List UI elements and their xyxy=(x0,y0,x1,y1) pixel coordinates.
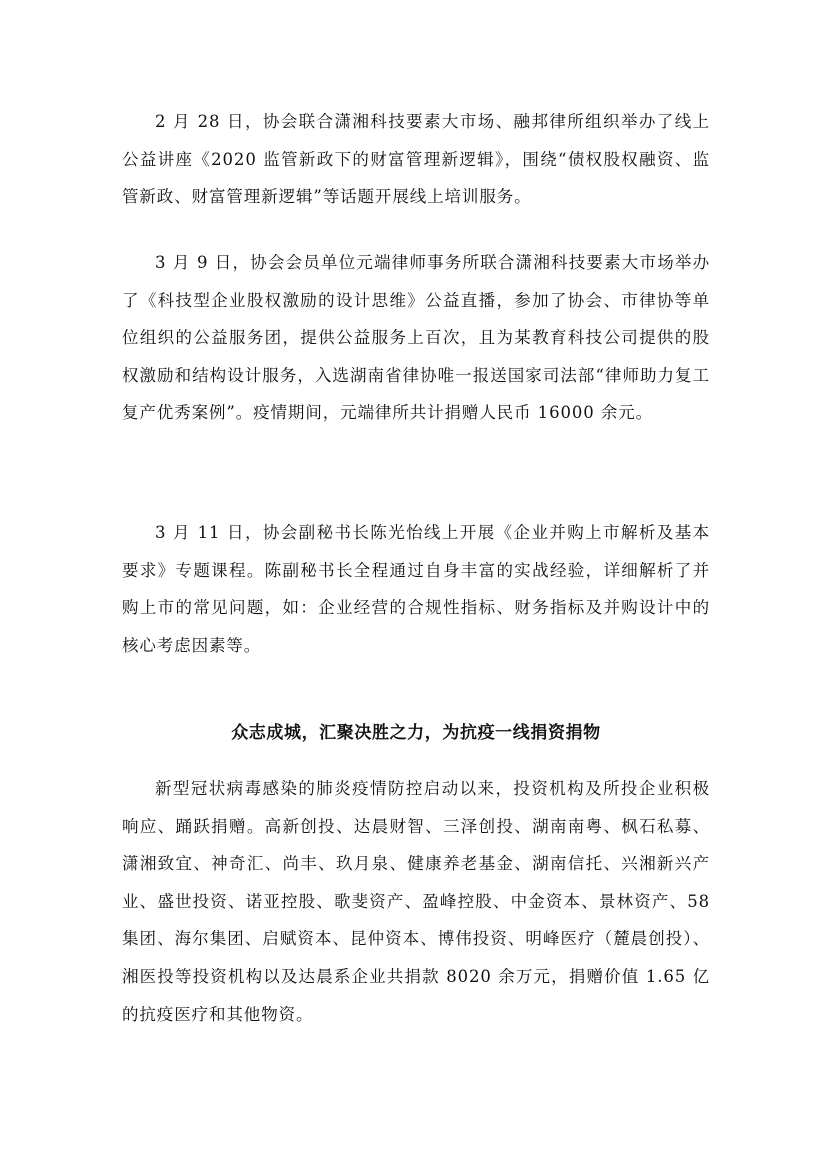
section-heading: 众志成城，汇聚决胜之力，为抗疫一线捐资捐物 xyxy=(231,723,601,743)
paragraph-mar-9-livestream: 3 月 9 日，协会会员单位元端律师事务所联合潇湘科技要素大市场举办了《科技型企业股权激励的设计思维》公益直播，参加了协会、市律协等单位组织的公益服务团，提供公益服务上百次，且为某教育科技公司提供的股权激励和结构设计服务，入选湖南省律协唯一报送国家司法部“律师助力复工复产优秀案例”。疫情期间，元端律所共计捐赠人民币 16000 余元。 xyxy=(122,253,710,423)
paragraph-feb-28-lecture: 2 月 28 日，协会联合潇湘科技要素大市场、融邦律所组织举办了线上公益讲座《2020 监管新政下的财富管理新逻辑》，围绕“债权股权融资、监管新政、财富管理新逻辑”等话题开展线上培训服务。 xyxy=(122,112,710,207)
paragraph-mar-11-course: 3 月 11 日，协会副秘书长陈光怡线上开展《企业并购上市解析及基本要求》专题课程。陈副秘书长全程通过自身丰富的实战经验，详细解析了并购上市的常见问题，如：企业经营的合规性指标、财务指标及并购设计中的核心考虑因素等。 xyxy=(122,523,710,655)
paragraph-donations: 新型冠状病毒感染的肺炎疫情防控启动以来，投资机构及所投企业积极响应、踊跃捐赠。高新创投、达晨财智、三泽创投、湖南南粤、枫石私募、潇湘致宜、神奇汇、尚丰、玖月泉、健康养老基金、湖南信托、兴湘新兴产业、盛世投资、诺亚控股、歌斐资产、盈峰控股、中金资本、景林资产、58 集团、海尔集团、启赋资本、昆仲资本、博伟投资、明峰医疗（麓晨创投）、湘医投等投资机构以及达晨系企业共捐款 8020 余万元，捐赠价值 1.65 亿的抗疫医疗和其他物资。 xyxy=(122,779,710,1024)
